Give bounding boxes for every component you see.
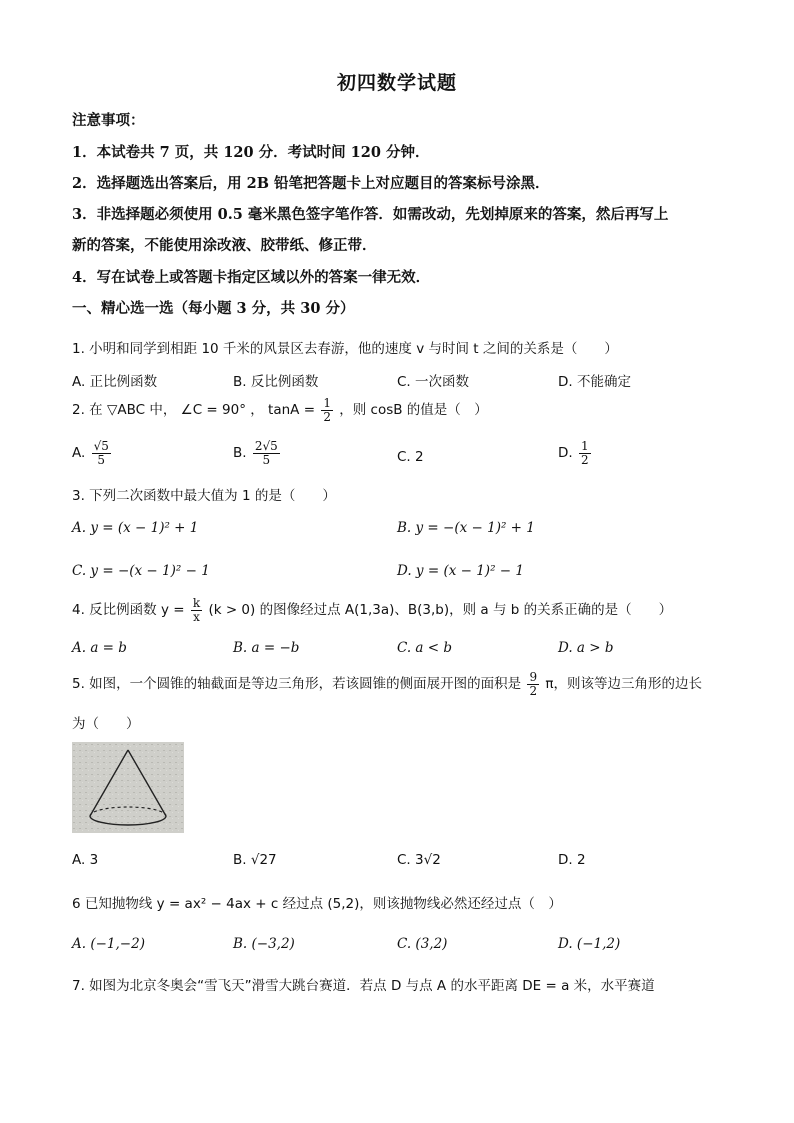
q4-option-b: B. a = −b xyxy=(233,640,300,656)
q3-option-b: B. y = −(x − 1)² + 1 xyxy=(397,520,535,536)
q2-option-a xyxy=(72,440,113,466)
question-4-stem xyxy=(72,597,672,623)
q2-option-d-fraction xyxy=(579,440,591,466)
q2-fraction xyxy=(321,397,333,423)
q1-option-c: C. 一次函数 xyxy=(397,374,470,390)
question-5-stem xyxy=(72,671,702,697)
q2-num: 1 xyxy=(323,396,331,410)
question-1-stem: 1. 小明和同学到相距 10 千米的风景区去春游，他的速度 v 与时间 t 之间的关系是（ ） xyxy=(72,341,618,357)
cone-figure xyxy=(72,742,184,833)
question-6-stem: 6 已知抛物线 y = ax² − 4ax + c 经过点 (5,2)，则该抛物线必然还经过点（ ） xyxy=(72,896,562,912)
q3-option-a: A. y = (x − 1)² + 1 xyxy=(72,520,199,536)
q5-stem-pre: 5. 如图，一个圆锥的轴截面是等边三角形，若该圆锥的侧面展开图的面积是 xyxy=(72,676,522,693)
q4-option-d: D. a > b xyxy=(558,640,614,656)
q4-option-c: C. a < b xyxy=(397,640,453,656)
q3-option-d: D. y = (x − 1)² − 1 xyxy=(397,563,524,579)
q4-stem-post: (k > 0) 的图像经过点 A(1,3a)、B(3,b)，则 a 与 b 的关系正确的是（ ） xyxy=(208,602,673,619)
q2-option-d xyxy=(558,440,593,466)
q1-option-b: B. 反比例函数 xyxy=(233,374,319,390)
q4-num: k xyxy=(192,596,201,610)
notes-heading: 注意事项： xyxy=(72,112,145,129)
q2-option-a-fraction xyxy=(92,440,111,466)
q5-option-b: B. √27 xyxy=(233,852,277,868)
q4-den: x xyxy=(193,609,200,624)
q2-d-num: 1 xyxy=(580,439,589,453)
q6-option-a: A. (−1,−2) xyxy=(72,936,145,952)
q5-stem-post: π，则该等边三角形的边长 xyxy=(545,676,703,693)
q5-num: 9 xyxy=(529,670,538,684)
note-item: 4．写在试卷上或答题卡指定区域以外的答案一律无效． xyxy=(72,269,431,286)
q2-a-den: 5 xyxy=(97,452,106,467)
question-2-stem xyxy=(72,397,488,423)
q6-option-d: D. (−1,2) xyxy=(558,936,621,952)
q6-option-c: C. (3,2) xyxy=(397,936,448,952)
q2-den: 2 xyxy=(323,409,331,424)
q4-option-a: A. a = b xyxy=(72,640,127,656)
question-5-stem-line2: 为（ ） xyxy=(72,716,140,732)
q5-option-a: A. 3 xyxy=(72,852,99,868)
q4-stem-pre: 4. 反比例函数 y = xyxy=(72,602,185,619)
q4-fraction xyxy=(191,597,202,623)
note-item: 2．选择题选出答案后，用 2B 铅笔把答题卡上对应题目的答案标号涂黑． xyxy=(72,175,550,192)
q5-fraction xyxy=(527,671,539,697)
q2-d-den: 2 xyxy=(580,452,589,467)
q2-option-d-label: D. xyxy=(558,445,573,462)
q5-option-d: D. 2 xyxy=(558,852,586,868)
question-7-stem: 7. 如图为北京冬奥会“雪飞天”滑雪大跳台赛道．若点 D 与点 A 的水平距离 DE = a 米，水平赛道 xyxy=(72,978,655,994)
q2-option-a-label: A. xyxy=(72,445,86,462)
q2-b-den: 5 xyxy=(262,452,271,467)
q2-b-num: 2√5 xyxy=(254,439,278,453)
q2-option-c: C. 2 xyxy=(397,449,424,465)
q2-stem-pre: 2. 在 ▽ABC 中， ∠C = 90° ， tanA = xyxy=(72,402,316,419)
page-title: 初四数学试题 xyxy=(336,72,457,94)
q5-option-c: C. 3√2 xyxy=(397,852,441,868)
q3-option-c: C. y = −(x − 1)² − 1 xyxy=(72,563,210,579)
section-heading: 一、精心选一选（每小题 3 分，共 30 分） xyxy=(72,300,355,317)
q1-option-d: D. 不能确定 xyxy=(558,374,631,390)
note-item: 新的答案，不能使用涂改液、胶带纸、修正带． xyxy=(72,237,377,254)
q5-den: 2 xyxy=(529,683,538,698)
q6-option-b: B. (−3,2) xyxy=(233,936,295,952)
q2-a-num: √5 xyxy=(93,439,109,453)
q2-option-b xyxy=(233,440,282,466)
q2-option-b-fraction xyxy=(253,440,280,466)
note-item: 3．非选择题必须使用 0.5 毫米黑色签字笔作答．如需改动，先划掉原来的答案，然后再写上 xyxy=(72,206,669,223)
question-3-stem: 3. 下列二次函数中最大值为 1 的是（ ） xyxy=(72,488,336,504)
q2-option-b-label: B. xyxy=(233,445,247,462)
scanned-background xyxy=(72,742,184,833)
q2-stem-post: ，则 cosB 的值是（ ） xyxy=(339,402,488,419)
note-item: 1．本试卷共 7 页，共 120 分．考试时间 120 分钟． xyxy=(72,144,430,161)
q1-option-a: A. 正比例函数 xyxy=(72,374,158,390)
